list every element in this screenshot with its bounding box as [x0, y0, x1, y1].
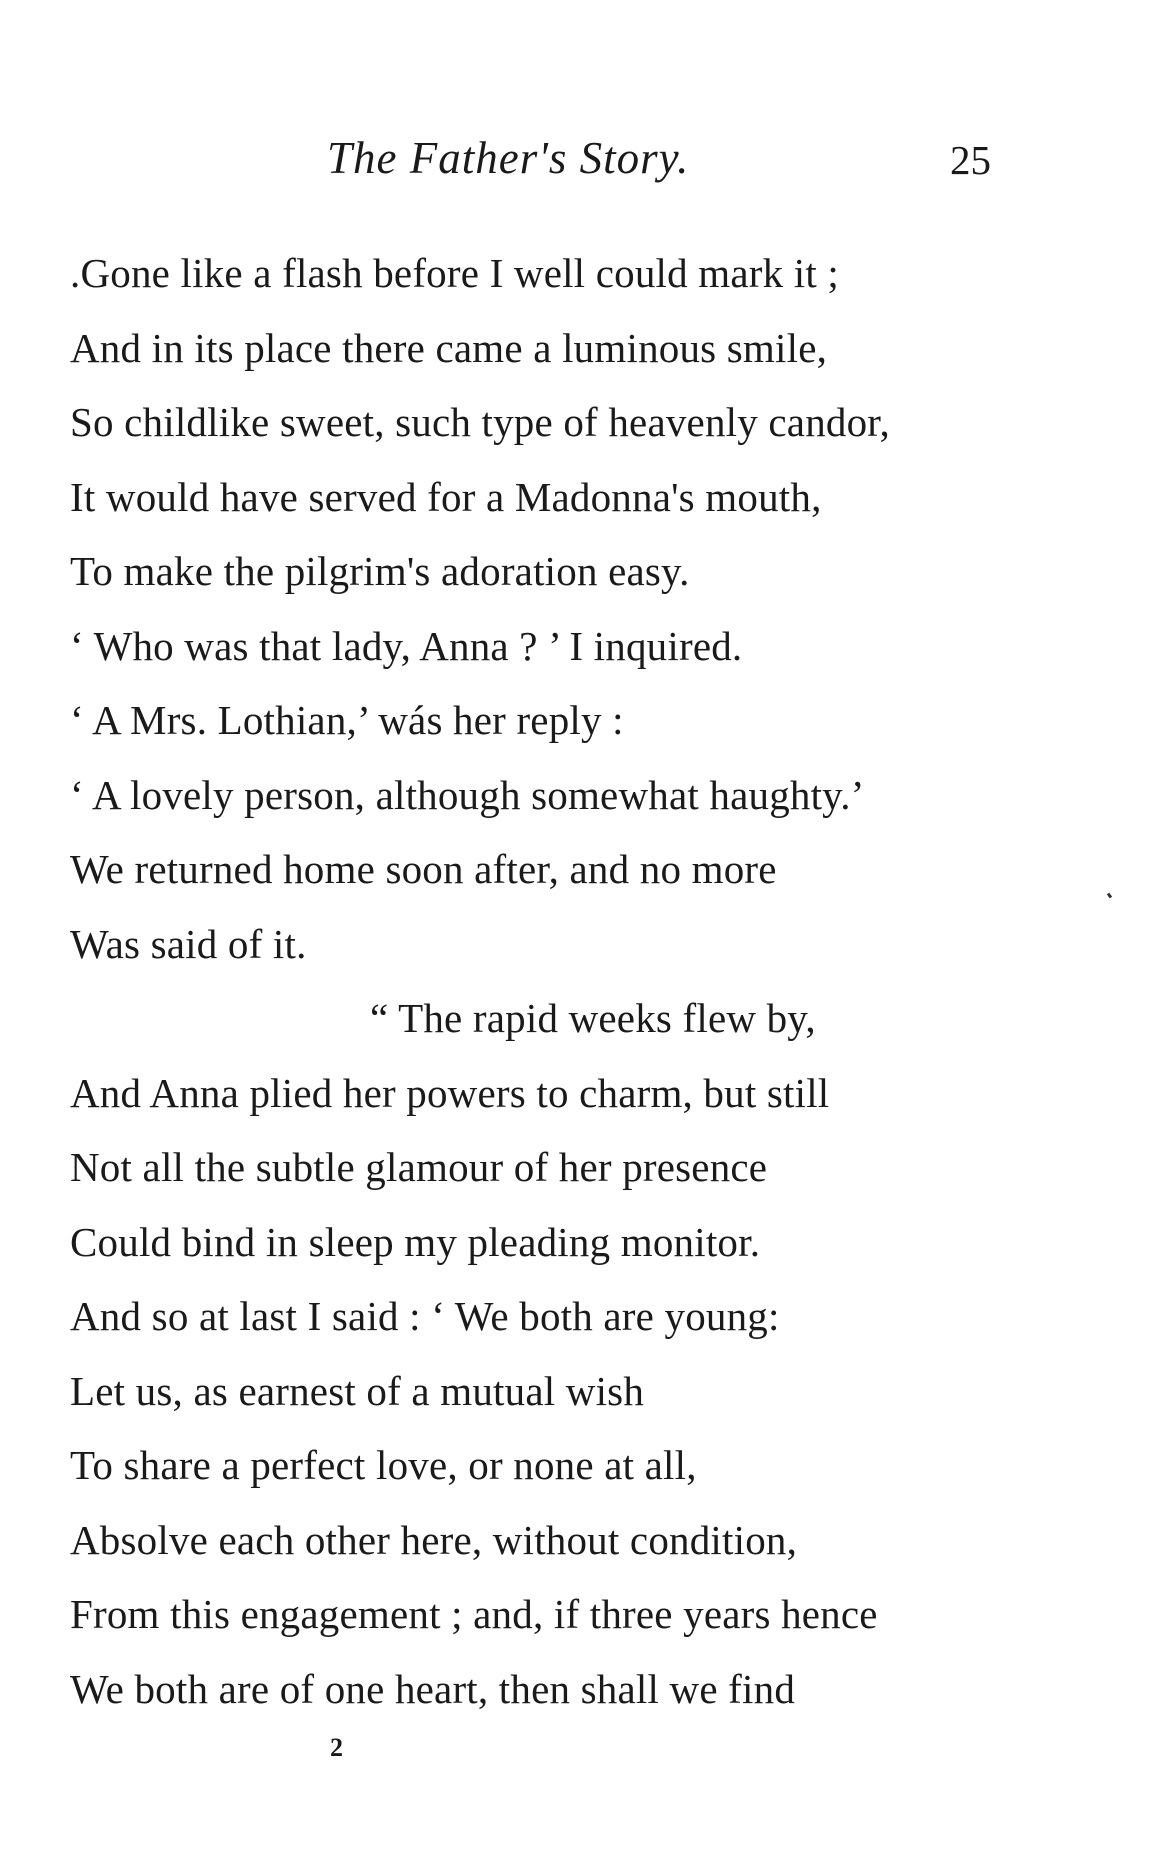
verse-line: ‘ Who was that lady, Anna ? ’ I inquired.: [70, 622, 743, 669]
verse-line: Let us, as earnest of a mutual wish: [70, 1367, 645, 1414]
verse-line: ‘ A lovely person, although somewhat haughty.’: [70, 771, 865, 818]
verse-line: Not all the subtle glamour of her presence: [70, 1144, 768, 1190]
verse-line: We returned home soon after, and no more: [70, 846, 777, 892]
verse-line: To make the pilgrim's adoration easy.: [70, 548, 690, 594]
verse-line: So childlike sweet, such type of heavenly candor,: [70, 399, 890, 445]
verse-line: To share a perfect love, or none at all,: [70, 1442, 697, 1488]
verse-line-indented: “ The rapid weeks flew by,: [370, 995, 816, 1041]
verse-line: And so at last I said : ‘ We both are young:: [70, 1293, 780, 1339]
verse-line: And Anna plied her powers to charm, but still: [70, 1069, 830, 1116]
verse-line: Was said of it.: [70, 920, 307, 967]
verse-line: From this engagement ; and, if three years hence: [70, 1591, 878, 1637]
ink-speck: [1107, 893, 1112, 899]
verse-text: [70, 236, 1080, 1726]
verse-line: It would have served for a Madonna's mouth,: [70, 473, 822, 520]
signature-mark: 2: [330, 1733, 343, 1762]
page-number: 25: [950, 137, 991, 183]
verse-line: ‘ A Mrs. Lothian,’ wás her reply :: [70, 697, 624, 743]
verse-line: And in its place there came a luminous smile,: [70, 324, 828, 371]
running-title: The Father's Story.: [327, 133, 690, 183]
verse-line: .Gone like a flash before I well could mark it ;: [70, 250, 839, 296]
verse-line: We both are of one heart, then shall we find: [70, 1665, 796, 1712]
verse-line: Could bind in sleep my pleading monitor.: [70, 1218, 761, 1265]
verse-line: Absolve each other here, without condition,: [70, 1516, 798, 1563]
running-head: [0, 128, 1149, 188]
